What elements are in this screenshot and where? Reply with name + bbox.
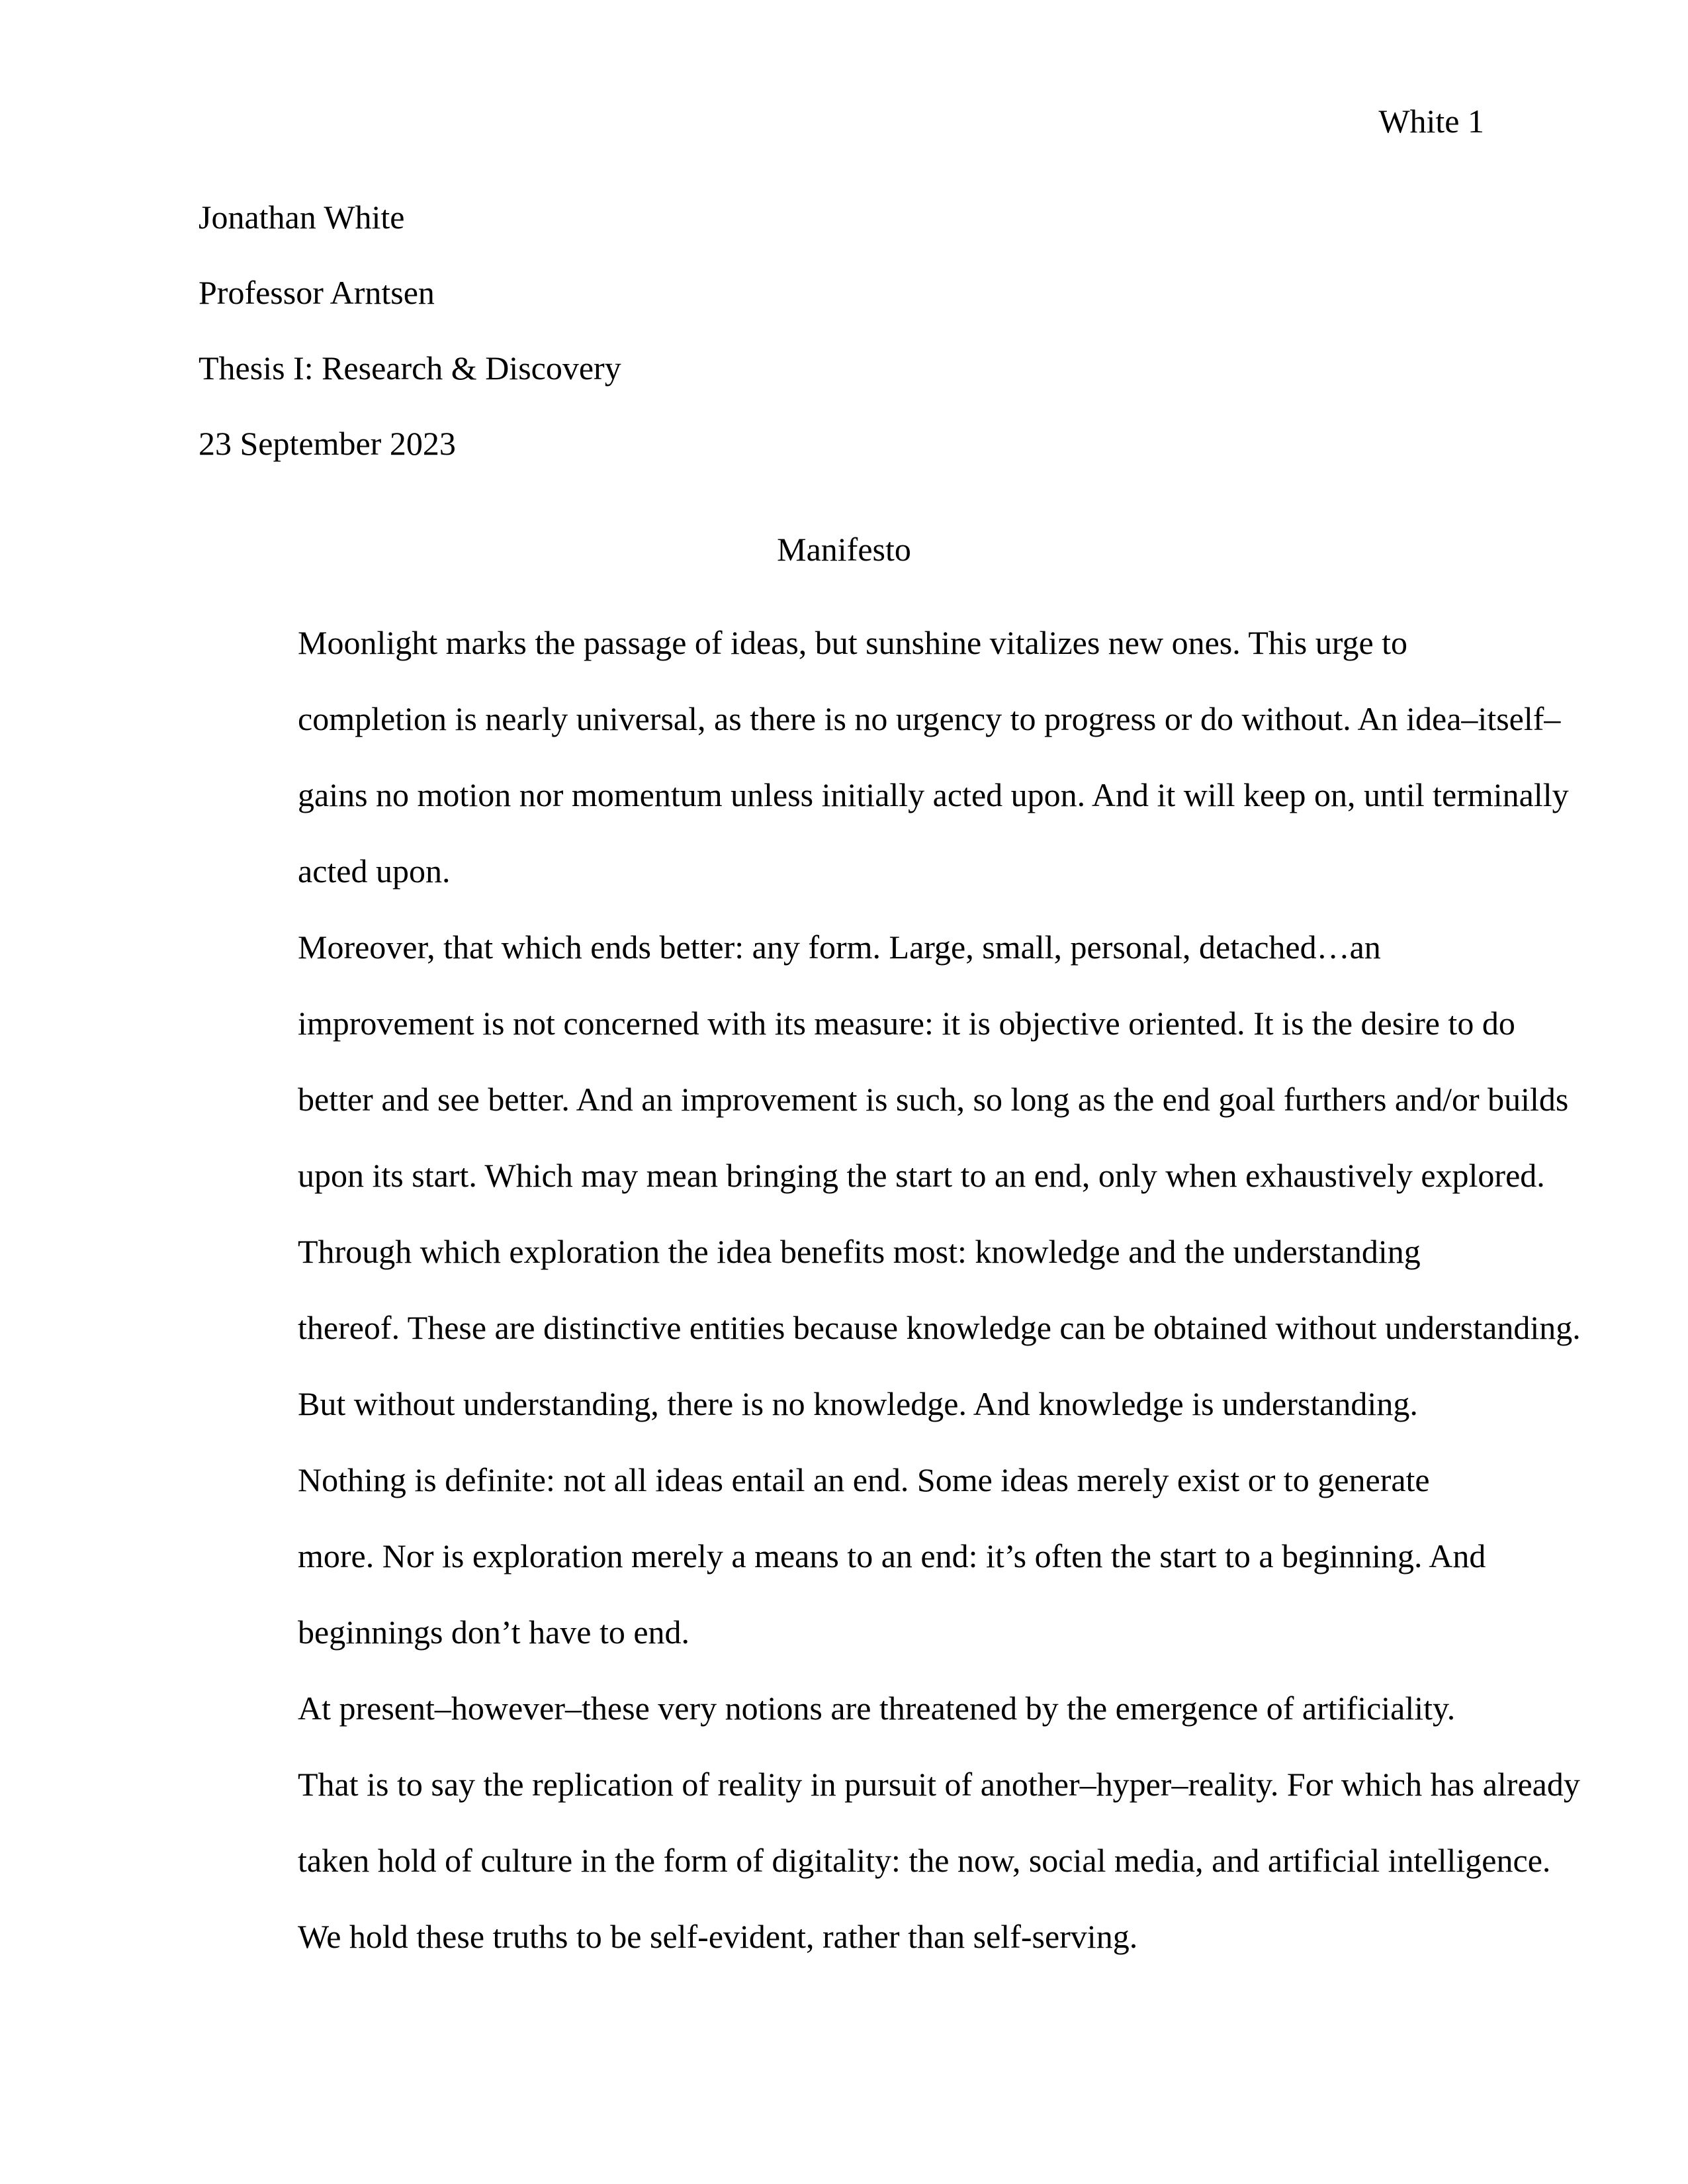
document-date: 23 September 2023: [199, 425, 456, 462]
text-line: thereof. These are distinctive entities because knowledge can be obtained without understanding.: [298, 1309, 1581, 1346]
text-line: more. Nor is exploration merely a means to an end: it’s often the start to a beginning. And: [298, 1537, 1486, 1574]
document-body: [199, 605, 1581, 1975]
text-line: better and see better. And an improvement is such, so long as the end goal furthers and/or builds: [298, 1081, 1569, 1118]
text-line: gains no motion nor momentum unless initially acted upon. And it will keep on, until terminally: [298, 776, 1569, 813]
text-line: At present–however–these very notions are threatened by the emergence of artificiality.: [298, 1690, 1456, 1727]
paragraph-2: [199, 909, 1569, 1214]
paragraph-4: [199, 1442, 1489, 1670]
text-line: But without understanding, there is no knowledge. And knowledge is understanding.: [298, 1385, 1418, 1422]
document-title: Manifesto: [777, 531, 911, 568]
text-line: upon its start. Which may mean bringing the start to an end, only when exhaustively explored.: [298, 1157, 1545, 1194]
author-name: Jonathan White: [199, 199, 405, 236]
text-line: acted upon.: [298, 852, 451, 889]
text-line: improvement is not concerned with its measure: it is objective oriented. It is the desire to do: [298, 1005, 1515, 1042]
professor-name: Professor Arntsen: [199, 274, 435, 311]
text-line: Nothing is definite: not all ideas entail an end. Some ideas merely exist or to generate: [298, 1461, 1430, 1498]
text-line: completion is nearly universal, as there is no urgency to progress or do without. An idea–itself–: [298, 700, 1561, 737]
text-line: taken hold of culture in the form of digitality: the now, social media, and artificial intelligence.: [298, 1842, 1551, 1879]
text-line: We hold these truths to be self-evident, rather than self-serving.: [298, 1918, 1138, 1955]
text-line: Moreover, that which ends better: any form. Large, small, personal, detached…an: [298, 929, 1381, 966]
text-line: Through which exploration the idea benefits most: knowledge and the understanding: [298, 1233, 1421, 1270]
text-line: That is to say the replication of reality in pursuit of another–hyper–reality. For which has already: [298, 1766, 1580, 1803]
paragraph-3: [199, 1214, 1581, 1442]
text-line: Moonlight marks the passage of ideas, but sunshine vitalizes new ones. This urge to: [298, 624, 1408, 661]
running-head: White 1: [1378, 103, 1484, 140]
paragraph-5: [199, 1670, 1580, 1975]
paragraph-1: [199, 605, 1569, 909]
text-line: beginnings don’t have to end.: [298, 1614, 690, 1651]
course-name: Thesis I: Research & Discovery: [199, 349, 621, 387]
